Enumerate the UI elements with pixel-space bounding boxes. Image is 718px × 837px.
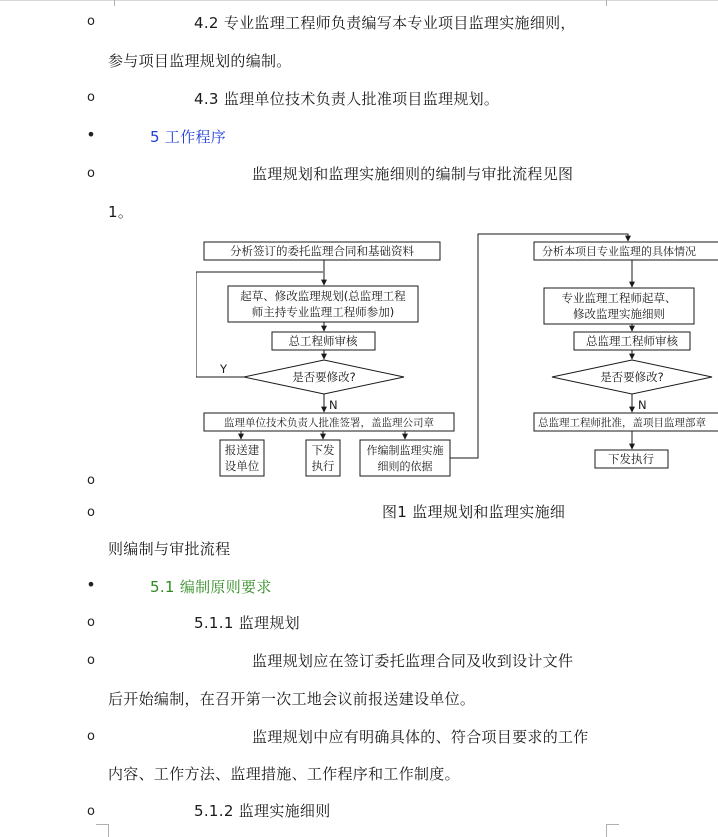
flow-text: 执行 — [311, 459, 335, 473]
flow-label-no: N — [329, 398, 338, 412]
paragraph-text: 监理规划应在签订委托监理合同及收到设计文件 — [252, 652, 574, 670]
paragraph-text: 监理规划和监理实施细则的编制与审批流程见图 — [252, 165, 574, 183]
paragraph-continuation: 参与项目监理规划的编制。 — [108, 52, 292, 70]
section-heading: 5 工作程序 — [150, 128, 227, 146]
flow-text: 监理单位技术负责人批准签署，盖监理公司章 — [224, 417, 434, 429]
flow-label-no: N — [638, 398, 647, 412]
list-bullet: o — [87, 729, 95, 744]
margin-mark-bottom-left — [96, 824, 109, 837]
list-bullet: o — [87, 653, 95, 668]
flow-text: 师主持专业监理工程师参加) — [251, 305, 395, 319]
flow-text: 作编制监理实施 — [366, 444, 444, 457]
paragraph-text: 4.2 专业监理工程师负责编写本专业项目监理实施细则， — [194, 14, 576, 32]
list-bullet: o — [87, 804, 95, 819]
figure-caption-continuation: 则编制与审批流程 — [108, 540, 231, 558]
flow-text: 总监理工程师批准，盖项目监理部章 — [538, 417, 706, 429]
flow-text: 是否要修改? — [600, 370, 664, 384]
list-bullet: o — [87, 615, 95, 630]
paragraph-text: 5.1.2 监理实施细则 — [194, 802, 331, 820]
flow-text: 分析本项目专业监理的具体情况 — [542, 245, 696, 258]
margin-mark-bottom-right — [606, 824, 619, 837]
list-bullet: o — [87, 505, 95, 520]
flow-text: 起草、修改监理规划(总监理工程 — [240, 289, 406, 303]
list-bullet: o — [87, 90, 95, 105]
subsection-heading: 5.1 编制原则要求 — [150, 578, 272, 596]
flow-text: 总监理工程师审核 — [586, 334, 678, 348]
flow-text: 修改监理实施细则 — [573, 307, 665, 321]
flow-text: 下发 — [311, 443, 335, 457]
margin-mark-top-right — [606, 0, 615, 6]
flow-label-yes: Y — [220, 362, 228, 376]
list-bullet: • — [86, 575, 96, 594]
paragraph-continuation: 后开始编制，在召开第一次工地会议前报送建设单位。 — [108, 690, 476, 708]
paragraph-continuation: 内容、工作方法、监理措施、工作程序和工作制度。 — [108, 765, 460, 783]
list-bullet: o — [87, 473, 95, 488]
paragraph-text: 监理规划中应有明确具体的、符合项目要求的工作 — [252, 728, 589, 746]
paragraph-text: 4.3 监理单位技术负责人批准项目监理规划。 — [194, 90, 500, 108]
flow-text: 报送建 — [224, 443, 260, 457]
flow-text: 细则的依据 — [377, 460, 433, 473]
flow-text: 是否要修改? — [292, 370, 356, 384]
flow-text: 总工程师审核 — [288, 334, 358, 348]
list-bullet: o — [87, 14, 95, 29]
margin-mark-top-left — [106, 0, 115, 6]
list-bullet: • — [86, 125, 96, 144]
paragraph-text: 5.1.1 监理规划 — [194, 614, 300, 632]
flowchart-figure — [196, 230, 718, 485]
flow-text: 专业监理工程师起草、 — [561, 291, 677, 305]
list-bullet: o — [87, 166, 95, 181]
paragraph-continuation: 1。 — [108, 203, 134, 221]
flow-text: 分析签订的委托监理合同和基础资料 — [230, 244, 414, 258]
flow-text: 下发执行 — [608, 452, 654, 466]
figure-caption: 图1 监理规划和监理实施细 — [382, 503, 566, 521]
flow-text: 设单位 — [224, 459, 260, 473]
